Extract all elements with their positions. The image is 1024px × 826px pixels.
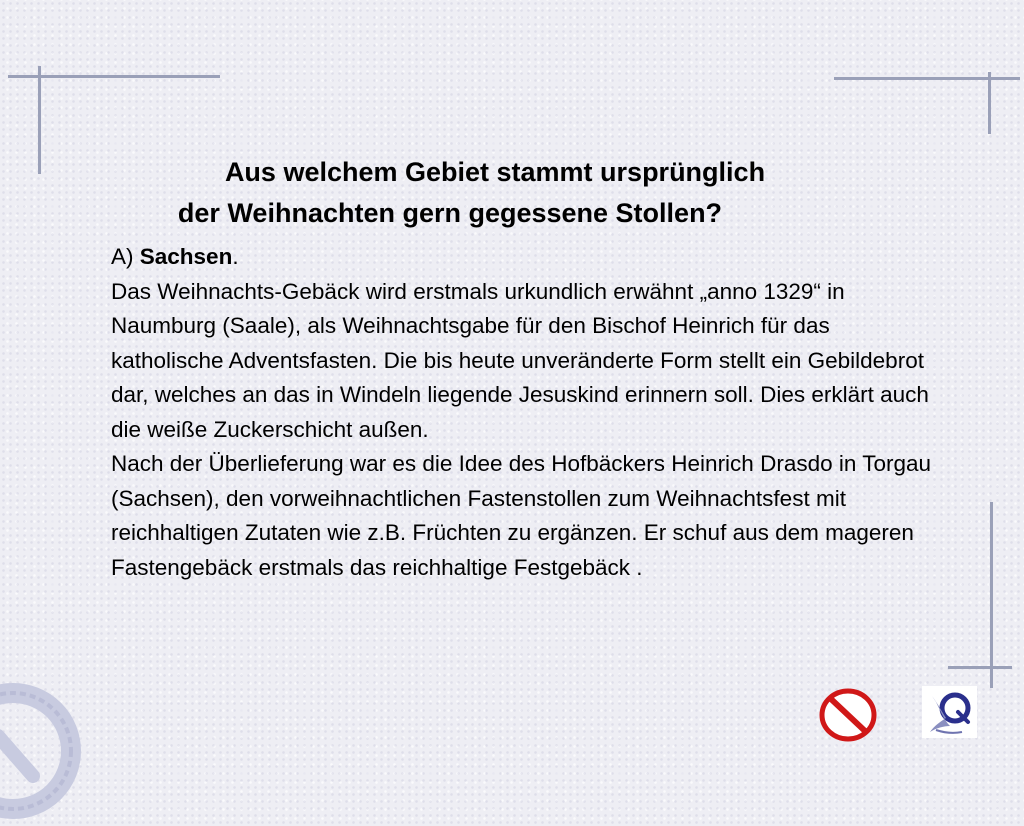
slide-answer-body [111, 240, 931, 585]
no-entry-icon[interactable] [818, 687, 878, 743]
q-bird-logo-button[interactable] [922, 686, 977, 738]
q-watermark-icon [0, 676, 88, 826]
frame-line-bottom-right-horizontal [948, 666, 1012, 669]
frame-line-top-right-horizontal [834, 77, 1020, 80]
question-line-2: der Weihnachten gern gegessene Stollen? [177, 198, 723, 228]
answer-name: Sachsen [139, 244, 233, 269]
answer-line [111, 240, 931, 275]
slide-question [100, 152, 860, 234]
q-bird-logo-icon [922, 686, 977, 738]
answer-paragraph-2: Nach der Überlieferung war es die Idee des Hofbäckers Heinrich Drasdo in Torgau (Sachsen), den vorweihnachtlichen Fastenstollen zum Weihnachtsfest mit reichhaltigen Zutaten wie z.B. Früchten zu ergänzen. Er schuf aus dem mageren Fastengebäck erstmals das reichhaltige Festgebäck . [111, 451, 932, 580]
answer-prefix: A) [111, 244, 140, 269]
question-line-1: Aus welchem Gebiet stammt ursprünglich [224, 157, 766, 187]
answer-suffix: . [232, 244, 239, 269]
frame-line-top-left-vertical [38, 66, 41, 174]
frame-line-top-right-vertical [988, 72, 991, 134]
answer-paragraph-1: Das Weihnachts-Gebäck wird erstmals urkundlich erwähnt „anno 1329“ in Naumburg (Saale), als Weihnachtsgabe für den Bischof Heinrich für das katholische Adventsfasten. Die bis heute unveränderte Form stellt ein Gebildebrot dar, welches an das in Windeln liegende Jesuskind erinnern soll. Dies erklärt auch die weiße Zuckerschicht außen. [111, 278, 929, 442]
frame-line-bottom-right-vertical [990, 502, 993, 688]
